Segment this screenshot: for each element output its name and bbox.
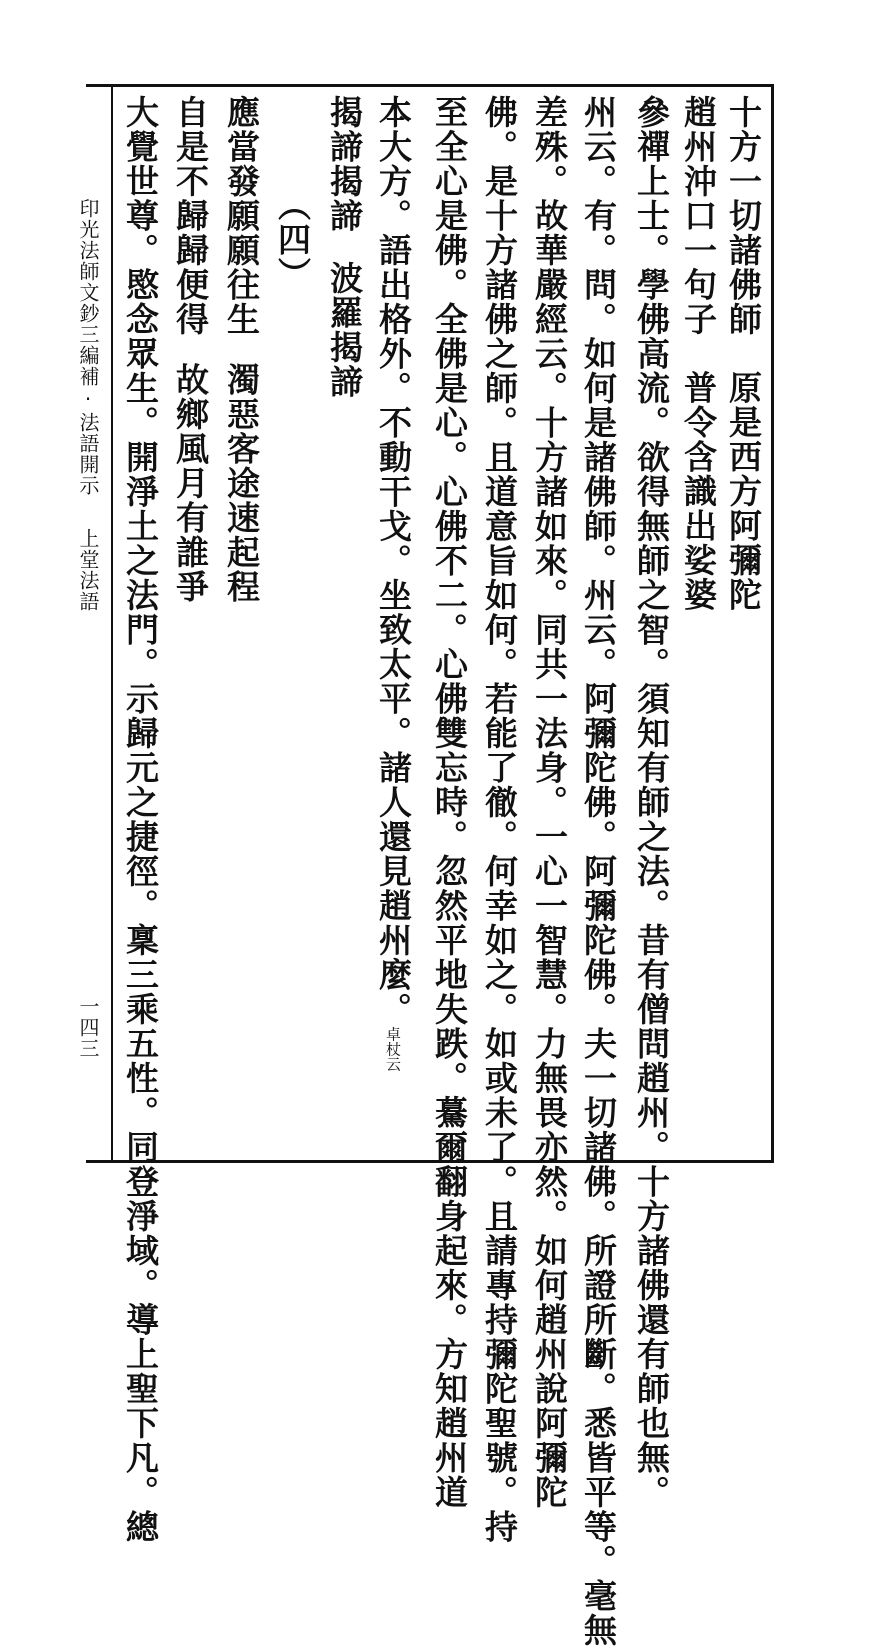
verse-line-4: 自是不歸歸便得故鄉風月有誰爭 [171,95,210,604]
prose-line-3: 差殊。故華嚴經云。十方諸如來。同共一法身。一心一智慧。力無畏亦然。如何趙州說阿彌陀 [530,95,569,1510]
prose-line-7: 大覺世尊。愍念眾生。開淨土之法門。示歸元之捷徑。稟三乘五性。同登淨域。導上聖下凡。總 [121,95,160,1544]
verse-line-3: 應當發願願往生濁惡客途速起程 [222,95,261,604]
left-border-rule [111,84,113,1163]
prose-line-5: 至全心是佛。全佛是心。心佛不二。心佛雙忘時。忽然平地失跌。驀爾翻身起來。方知趙州道 [430,95,469,1510]
prose-line-6: 本大方。語出格外。不動干戈。坐致太平。諸人還見趙州麼。$^{卓杖云}$ [374,95,413,1072]
verse-line-1: 十方一切諸佛師原是西方阿彌陀 [724,95,763,612]
right-border-rule [771,84,774,1163]
section-number: （四） [273,188,312,292]
mantra-line: 揭諦揭諦波羅揭諦 [325,95,364,399]
prose-line-2: 州云。有。問。如何是諸佛師。州云。阿彌陀佛。阿彌陀佛。夫一切諸佛。所證所斷。悉皆平等。毫無 [579,95,618,1648]
page-number: 一四三 [76,996,100,1059]
prose-line-1: 參禪上士。學佛高流。欲得無師之智。須知有師之法。昔有僧問趙州。十方諸佛還有師也無。 [632,95,671,1510]
running-header-book-title: 印光法師文鈔三編補·法語開示 [76,198,100,496]
top-border-rule [86,84,774,87]
inline-note: 卓杖云 [384,1026,402,1072]
prose-line-4: 佛。是十方諸佛之師。且道意旨如何。若能了徹。何幸如之。如或未了。且請專持彌陀聖號。持 [480,95,519,1544]
running-header-section: 上堂法語 [76,528,100,612]
verse-line-2: 趙州沖口一句子普令含識出娑婆 [679,95,718,612]
